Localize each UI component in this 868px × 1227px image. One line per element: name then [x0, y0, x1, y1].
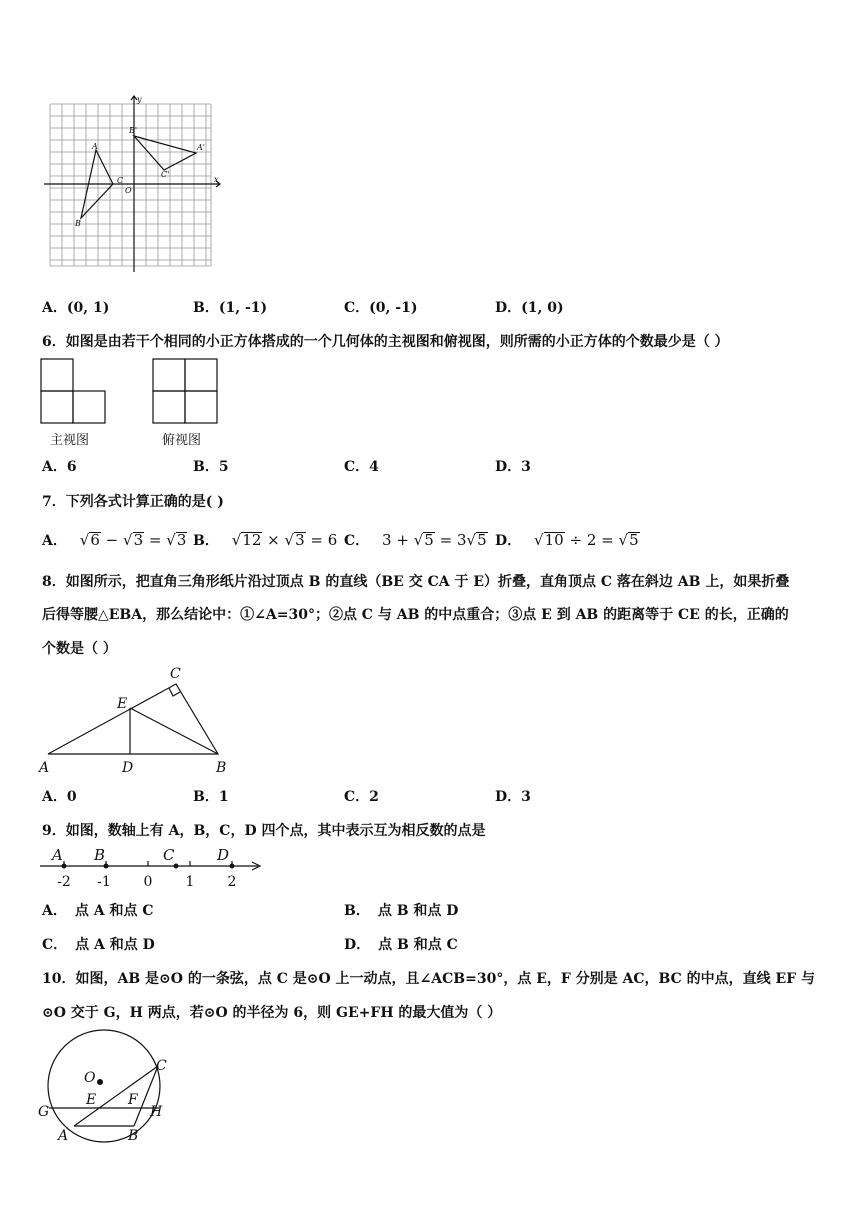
- option-key: D．: [495, 300, 522, 316]
- option-text: 3: [521, 459, 531, 475]
- q8-triangle-figure: [36, 662, 236, 777]
- sqrt-symbol-icon: √: [618, 531, 629, 549]
- option-key: C．: [344, 789, 370, 805]
- q6-option-c[interactable]: [344, 456, 379, 476]
- option-text: 1: [218, 789, 229, 805]
- term: 3: [382, 531, 392, 549]
- point-g-label: G: [38, 1104, 50, 1120]
- q9-option-b[interactable]: [344, 900, 458, 920]
- point-b-label: B: [75, 219, 81, 228]
- option-text: 点 B 和点 D: [377, 903, 459, 919]
- equals-sign: =: [439, 531, 453, 549]
- equals-sign: =: [148, 531, 162, 549]
- point-b2-label: B': [129, 126, 138, 135]
- q5-option-a[interactable]: [42, 297, 109, 317]
- option-key: C．: [344, 300, 370, 316]
- option-text: 0: [66, 789, 77, 805]
- radicand: 5: [629, 531, 639, 549]
- point-c2-label: C': [161, 170, 170, 179]
- option-text: 2: [369, 789, 379, 805]
- point-a-label: A: [52, 846, 63, 864]
- sqrt-symbol-icon: √: [79, 531, 90, 549]
- q6-option-a[interactable]: [42, 456, 77, 476]
- point-h-label: H: [150, 1104, 163, 1120]
- sqrt-symbol-icon: √: [231, 531, 242, 549]
- operator: ×: [267, 531, 280, 549]
- radicand: 3: [295, 531, 305, 549]
- option-text: 6: [66, 459, 77, 475]
- q8-option-d[interactable]: [495, 786, 531, 806]
- q8-option-a[interactable]: [42, 786, 77, 806]
- point-d-label: D: [122, 760, 134, 776]
- option-text: 4: [369, 459, 379, 475]
- point-c-label: C: [156, 1058, 167, 1074]
- tick-label: 0: [143, 874, 153, 890]
- option-text: 点 A 和点 D: [75, 937, 155, 953]
- result: 6: [327, 531, 338, 549]
- option-key: D．: [344, 937, 371, 953]
- option-key: A．: [42, 533, 67, 549]
- radicand: 5: [477, 531, 487, 549]
- q9-number-line: [36, 842, 266, 892]
- point-d-label: D: [217, 846, 230, 864]
- origin-label: O: [125, 186, 132, 195]
- option-text: 点 B 和点 C: [378, 937, 458, 953]
- option-key: D．: [495, 533, 522, 549]
- point-b-label: B: [128, 1128, 139, 1144]
- q8-option-c[interactable]: [344, 786, 379, 806]
- point-c-label: C: [163, 846, 175, 864]
- option-key: B．: [193, 533, 219, 549]
- term: 2: [586, 531, 597, 549]
- operator: ÷: [569, 531, 583, 549]
- q9-option-d[interactable]: [344, 934, 458, 954]
- operator: +: [396, 531, 409, 549]
- option-key: B．: [193, 459, 219, 475]
- tick-label: 2: [227, 874, 237, 890]
- option-key: C．: [42, 937, 68, 953]
- center-o-label: O: [84, 1070, 96, 1086]
- tick-label: -1: [97, 874, 111, 890]
- option-key: B．: [193, 789, 219, 805]
- sqrt-symbol-icon: √: [466, 531, 477, 549]
- option-text: 5: [218, 459, 229, 475]
- option-key: D．: [495, 459, 522, 475]
- q8-stem-line-2: 后得等腰△EBA，那么结论中：①∠A=30°；②点 C 与 AB 的中点重合；③点 E 到 AB 的距离等于 CE 的长，正确的: [42, 607, 789, 623]
- tick-label: 1: [185, 874, 195, 890]
- q7-stem: 7．下列各式计算正确的是( ): [42, 494, 224, 510]
- radicand: 12: [242, 531, 262, 549]
- triangle-a2b2c2: [134, 136, 196, 170]
- coefficient: 3: [456, 531, 467, 549]
- sqrt-symbol-icon: √: [413, 531, 424, 549]
- sqrt-symbol-icon: √: [123, 531, 133, 549]
- point-a2-label: A': [197, 143, 205, 152]
- q5-option-d[interactable]: [495, 297, 564, 317]
- q8-option-b[interactable]: [193, 786, 229, 806]
- y-axis-label: y: [137, 95, 142, 104]
- vertex-c-label: C: [170, 666, 181, 682]
- q6-stem: 6．如图是由若干个相同的小正方体搭成的一个几何体的主视图和俯视图，则所需的小正方体的个数最少是（ ）: [42, 334, 729, 350]
- q6-option-b[interactable]: [193, 456, 229, 476]
- point-a-label: A: [58, 1128, 69, 1144]
- q5-coordinate-grid: [38, 92, 223, 272]
- option-key: C．: [344, 459, 370, 475]
- q7-option-c[interactable]: [344, 530, 488, 550]
- option-key: B．: [193, 300, 219, 316]
- point-b-label: B: [94, 846, 106, 864]
- option-key: C．: [344, 533, 370, 549]
- q8-stem-line-1: 8．如图所示，把直角三角形纸片沿过顶点 B 的直线（BE 交 CA 于 E）折叠，直角顶点 C 落在斜边 AB 上，如果折叠: [42, 574, 790, 590]
- q9-stem: 9．如图，数轴上有 A，B，C，D 四个点，其中表示互为相反数的点是: [42, 823, 486, 839]
- tick-label: -2: [57, 874, 71, 890]
- q9-option-a[interactable]: [42, 900, 154, 920]
- q9-option-c[interactable]: [42, 934, 155, 954]
- radicand: 10: [544, 531, 564, 549]
- equals-sign: =: [601, 531, 614, 549]
- q6-top-view-label: 俯视图: [162, 432, 202, 447]
- point-f-label: F: [128, 1092, 138, 1108]
- q10-circle-figure: [36, 1026, 176, 1146]
- equals-sign: =: [310, 531, 323, 549]
- option-key: A．: [42, 903, 67, 919]
- q5-option-c[interactable]: [344, 297, 417, 317]
- q7-option-a[interactable]: [42, 530, 187, 550]
- sqrt-symbol-icon: √: [166, 531, 176, 549]
- vertex-a-label: A: [39, 760, 50, 776]
- point-a-label: A: [92, 142, 98, 151]
- q5-option-b[interactable]: [193, 297, 267, 317]
- point-c-label: C: [117, 176, 124, 185]
- operator: −: [105, 531, 119, 549]
- option-text: (0, 1): [66, 300, 110, 316]
- radicand: 3: [176, 531, 187, 549]
- q6-front-view-label: 主视图: [50, 432, 90, 447]
- radicand: 3: [133, 531, 144, 549]
- q6-option-d[interactable]: [495, 456, 531, 476]
- option-key: A．: [42, 459, 67, 475]
- q7-option-d[interactable]: [495, 530, 640, 550]
- option-text: 3: [521, 789, 531, 805]
- q10-stem-line-2: ⊙O 交于 G，H 两点，若⊙O 的半径为 6，则 GE+FH 的最大值为（ ）: [42, 1005, 502, 1021]
- radicand: 6: [90, 531, 100, 549]
- option-key: B．: [344, 903, 370, 919]
- sqrt-symbol-icon: √: [284, 531, 295, 549]
- q7-option-b[interactable]: [193, 530, 337, 550]
- option-key: D．: [495, 789, 522, 805]
- sqrt-symbol-icon: √: [534, 531, 544, 549]
- q8-stem-line-3: 个数是（ ）: [42, 641, 117, 657]
- option-key: A．: [42, 300, 67, 316]
- option-text: (1, -1): [218, 300, 268, 316]
- x-axis-label: x: [214, 175, 219, 184]
- point-e-label: E: [86, 1092, 97, 1108]
- option-text: (1, 0): [521, 300, 564, 316]
- point-e-label: E: [117, 696, 128, 712]
- option-text: 点 A 和点 C: [74, 903, 154, 919]
- q6-top-view: [152, 358, 220, 424]
- q10-stem-line-1: 10．如图，AB 是⊙O 的一条弦，点 C 是⊙O 上一动点，且∠ACB=30°，点 E，F 分别是 AC，BC 的中点，直线 EF 与: [42, 971, 816, 987]
- vertex-b-label: B: [216, 760, 227, 776]
- q6-front-view: [40, 358, 108, 424]
- radicand: 5: [424, 531, 434, 549]
- option-text: (0, -1): [369, 300, 418, 316]
- option-key: A．: [42, 789, 67, 805]
